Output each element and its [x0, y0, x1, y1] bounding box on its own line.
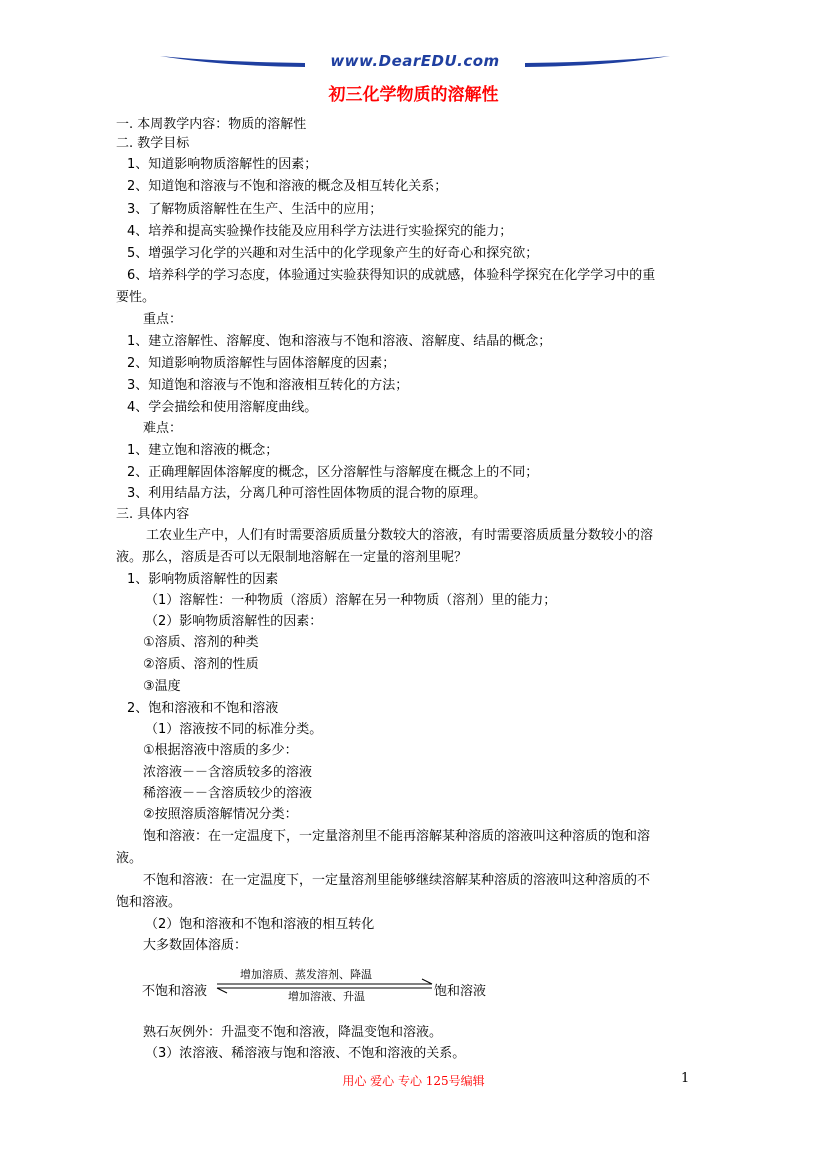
- subheading: 重点：: [143, 312, 183, 327]
- paragraph-continued: 饱和溶液。: [116, 895, 182, 910]
- page-footer: 用心 爱心 专心 125号编辑: [342, 1074, 485, 1088]
- list-item: 3、知道饱和溶液与不饱和溶液相互转化的方法；: [127, 378, 409, 393]
- paragraph: 不饱和溶液：在一定温度下，一定量溶剂里能够继续溶解某种溶质的溶液叫这种溶质的不: [143, 873, 651, 888]
- list-item: （2）影响物质溶解性的因素：: [145, 614, 323, 629]
- section-heading: 三. 具体内容: [116, 507, 190, 522]
- list-item: 1、影响物质溶解性的因素: [127, 572, 279, 587]
- subheading: 难点：: [143, 421, 183, 436]
- site-header: [160, 50, 670, 74]
- list-item: 4、培养和提高实验操作技能及应用科学方法进行实验探究的能力；: [127, 224, 513, 239]
- list-item: 6、培养科学的学习态度，体验通过实验获得知识的成就感，体验科学探究在化学学习中的重: [127, 268, 656, 283]
- page-title: 初三化学物质的溶解性: [328, 85, 499, 105]
- diagram-reverse-condition: 增加溶液、升温: [288, 990, 365, 1003]
- list-item: 1、建立溶解性、溶解度、饱和溶液与不饱和溶液、溶解度、结晶的概念；: [127, 334, 552, 349]
- list-item: 1、知道影响物质溶解性的因素；: [127, 157, 318, 172]
- paragraph-continued: 液。: [116, 851, 143, 866]
- list-item: 稀溶液－－含溶质较少的溶液: [143, 786, 313, 801]
- list-item: ①溶质、溶剂的种类: [143, 635, 259, 650]
- paragraph: 饱和溶液：在一定温度下，一定量溶剂里不能再溶解某种溶质的溶液叫这种溶质的饱和溶: [143, 829, 651, 844]
- list-item: 2、知道饱和溶液与不饱和溶液的概念及相互转化关系；: [127, 179, 448, 194]
- list-item: （3）浓溶液、稀溶液与饱和溶液、不饱和溶液的关系。: [145, 1046, 466, 1061]
- list-item: 1、建立饱和溶液的概念；: [127, 443, 279, 458]
- conversion-diagram: [142, 964, 502, 1004]
- list-item: 2、饱和溶液和不饱和溶液: [127, 701, 279, 716]
- diagram-saturated-label: 饱和溶液: [434, 984, 487, 999]
- list-item: ①根据溶液中溶质的多少：: [143, 743, 298, 758]
- paragraph: 熟石灰例外：升温变不饱和溶液，降温变饱和溶液。: [143, 1025, 443, 1040]
- page-number: 1: [681, 1071, 690, 1086]
- list-item: 3、了解物质溶解性在生产、生活中的应用；: [127, 202, 383, 217]
- list-item: ②按照溶质溶解情况分类：: [143, 807, 298, 822]
- diagram-unsaturated-label: 不饱和溶液: [142, 984, 208, 999]
- list-item: （2）饱和溶液和不饱和溶液的相互转化: [145, 917, 375, 932]
- paragraph: 工农业生产中，人们有时需要溶质质量分数较大的溶液，有时需要溶质质量分数较小的溶: [146, 528, 654, 543]
- section-heading: 一. 本周教学内容：物质的溶解性: [116, 117, 307, 132]
- list-item-continued: 要性。: [116, 290, 156, 305]
- list-item: 4、学会描绘和使用溶解度曲线。: [127, 400, 318, 415]
- list-item: 浓溶液－－含溶质较多的溶液: [143, 765, 313, 780]
- paragraph-continued: 液。那么，溶质是否可以无限制地溶解在一定量的溶剂里呢？: [116, 550, 468, 565]
- section-heading: 二. 教学目标: [116, 136, 190, 151]
- list-item: 5、增强学习化学的兴趣和对生活中的化学现象产生的好奇心和探究欲；: [127, 246, 539, 261]
- list-item: （1）溶液按不同的标准分类。: [145, 722, 323, 737]
- diagram-forward-condition: 增加溶质、蒸发溶剂、降温: [240, 968, 372, 981]
- list-item: 2、知道影响物质溶解性与固体溶解度的因素；: [127, 356, 396, 371]
- list-item: 3、利用结晶方法，分离几种可溶性固体物质的混合物的原理。: [127, 486, 487, 501]
- site-url[interactable]: www.DearEDU.com: [330, 52, 500, 70]
- paragraph: 大多数固体溶质：: [143, 938, 248, 953]
- list-item: 2、正确理解固体溶解度的概念，区分溶解性与溶解度在概念上的不同；: [127, 465, 539, 480]
- list-item: （1）溶解性：一种物质（溶质）溶解在另一种物质（溶剂）里的能力；: [145, 593, 557, 608]
- list-item: ③温度: [143, 679, 181, 694]
- list-item: ②溶质、溶剂的性质: [143, 657, 259, 672]
